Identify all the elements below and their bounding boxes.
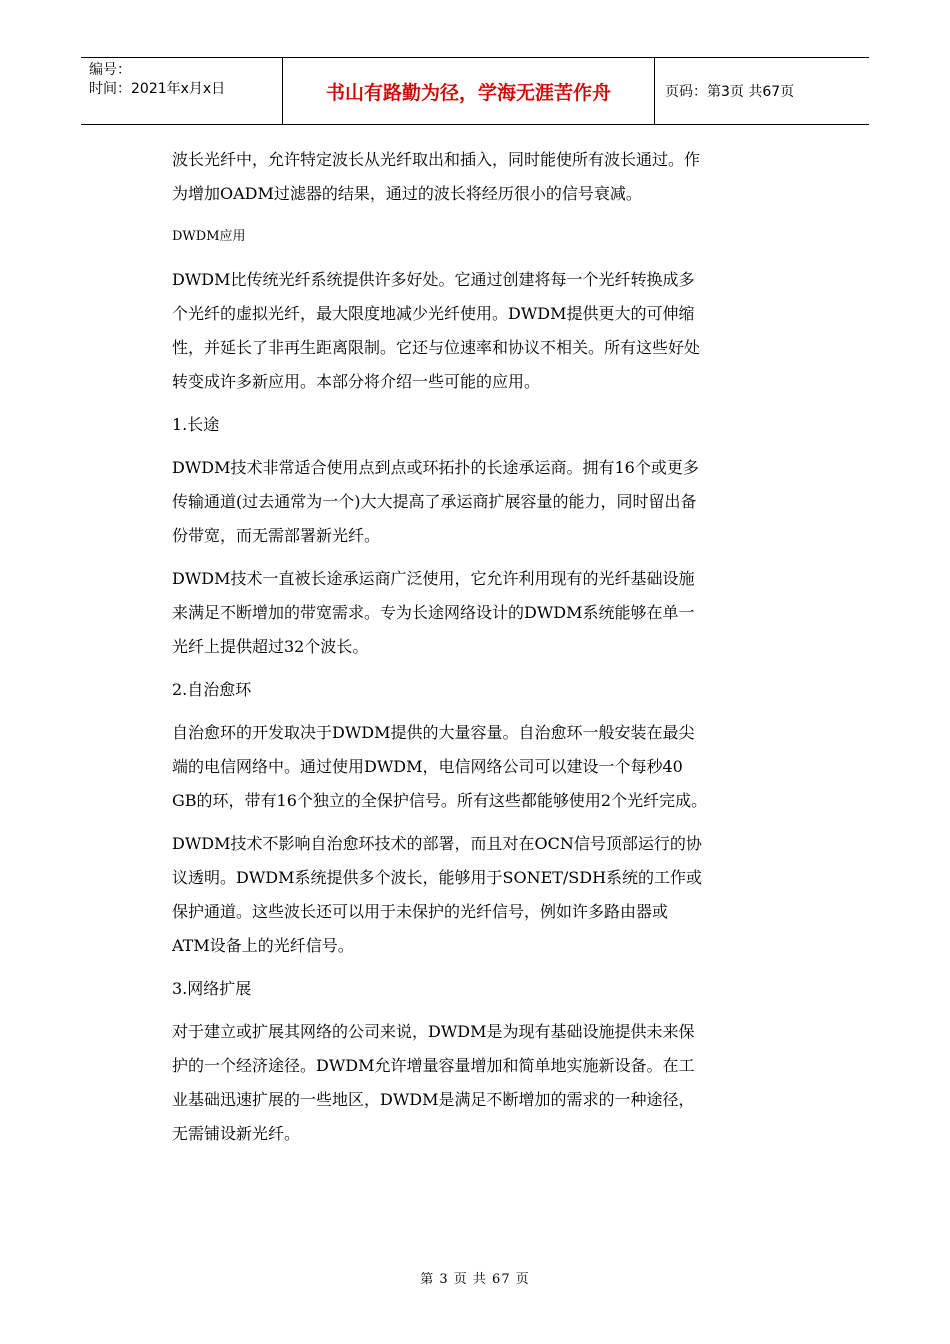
intro-paragraph: 波长光纤中，允许特定波长从光纤取出和插入，同时能使所有波长通过。作 为增加OADM过滤器的结果，通过的波长将经历很小的信号衰减。 <box>172 150 701 203</box>
paragraph-expansion: 对于建立或扩展其网络的公司来说，DWDM是为现有基础设施提供未来保 护的一个经济途径。DWDM允许增量容量增加和简单地实施新设备。在工 业基础迅速扩展的一些地区，DWDM是满足不断增加的需求的一种途径， 无需铺设新光纤。 <box>172 1022 695 1143</box>
header-page-info: 页码：第3页 共67页 <box>665 84 795 100</box>
page-header <box>81 57 869 125</box>
paragraph-ring-1: 自治愈环的开发取决于DWDM提供的大量容量。自治愈环一般安装在最尖 端的电信网络中。通过使用DWDM，电信网络公司可以建设一个每秒40 GB的环，带有16个独立的全保护信号。所有这些都能够使用2个光纤完成。 <box>172 723 708 810</box>
section-paragraph: DWDM比传统光纤系统提供许多好处。它通过创建将每一个光纤转换成多 个光纤的虚拟光纤，最大限度地减少光纤使用。DWDM提供更大的可伸缩 性，并延长了非再生距离限制。它还与位速率和协议不相关。所有这些好处 转变成许多新应用。本部分将介绍一些可能的应用。 <box>172 270 701 391</box>
paragraph-ring-2: DWDM技术不影响自治愈环技术的部署，而且对在OCN信号顶部运行的协 议透明。DWDM系统提供多个波长，能够用于SONET/SDH系统的工作或 保护通道。这些波长还可以用于未保护的光纤信号，例如许多路由器或 ATM设备上的光纤信号。 <box>172 834 703 955</box>
section-title: DWDM应用 <box>172 229 246 244</box>
heading-self-healing-ring: 2.自治愈环 <box>172 680 252 699</box>
document-time: 时间：2021年x月x日 <box>89 81 226 97</box>
document-number-label: 编号： <box>89 62 131 78</box>
header-meta <box>81 58 283 124</box>
paragraph-long-haul-1: DWDM技术非常适合使用点到点或环拓扑的长途承运商。拥有16个或更多 传输通道(过去通常为一个)大大提高了承运商扩展容量的能力，同时留出备 份带宽，而无需部署新光纤。 <box>172 458 699 545</box>
document-body <box>172 143 812 1160</box>
paragraph-long-haul-2: DWDM技术一直被长途承运商广泛使用，它允许利用现有的光纤基础设施 来满足不断增加的带宽需求。专为长途网络设计的DWDM系统能够在单一 光纤上提供超过32个波长。 <box>172 569 695 656</box>
header-motto: 书山有路勤为径，学海无涯苦作舟 <box>283 58 655 124</box>
heading-long-haul: 1.长途 <box>172 415 220 434</box>
page-footer: 第 3 页 共 67 页 <box>420 1272 530 1287</box>
heading-network-expansion: 3.网络扩展 <box>172 979 252 998</box>
